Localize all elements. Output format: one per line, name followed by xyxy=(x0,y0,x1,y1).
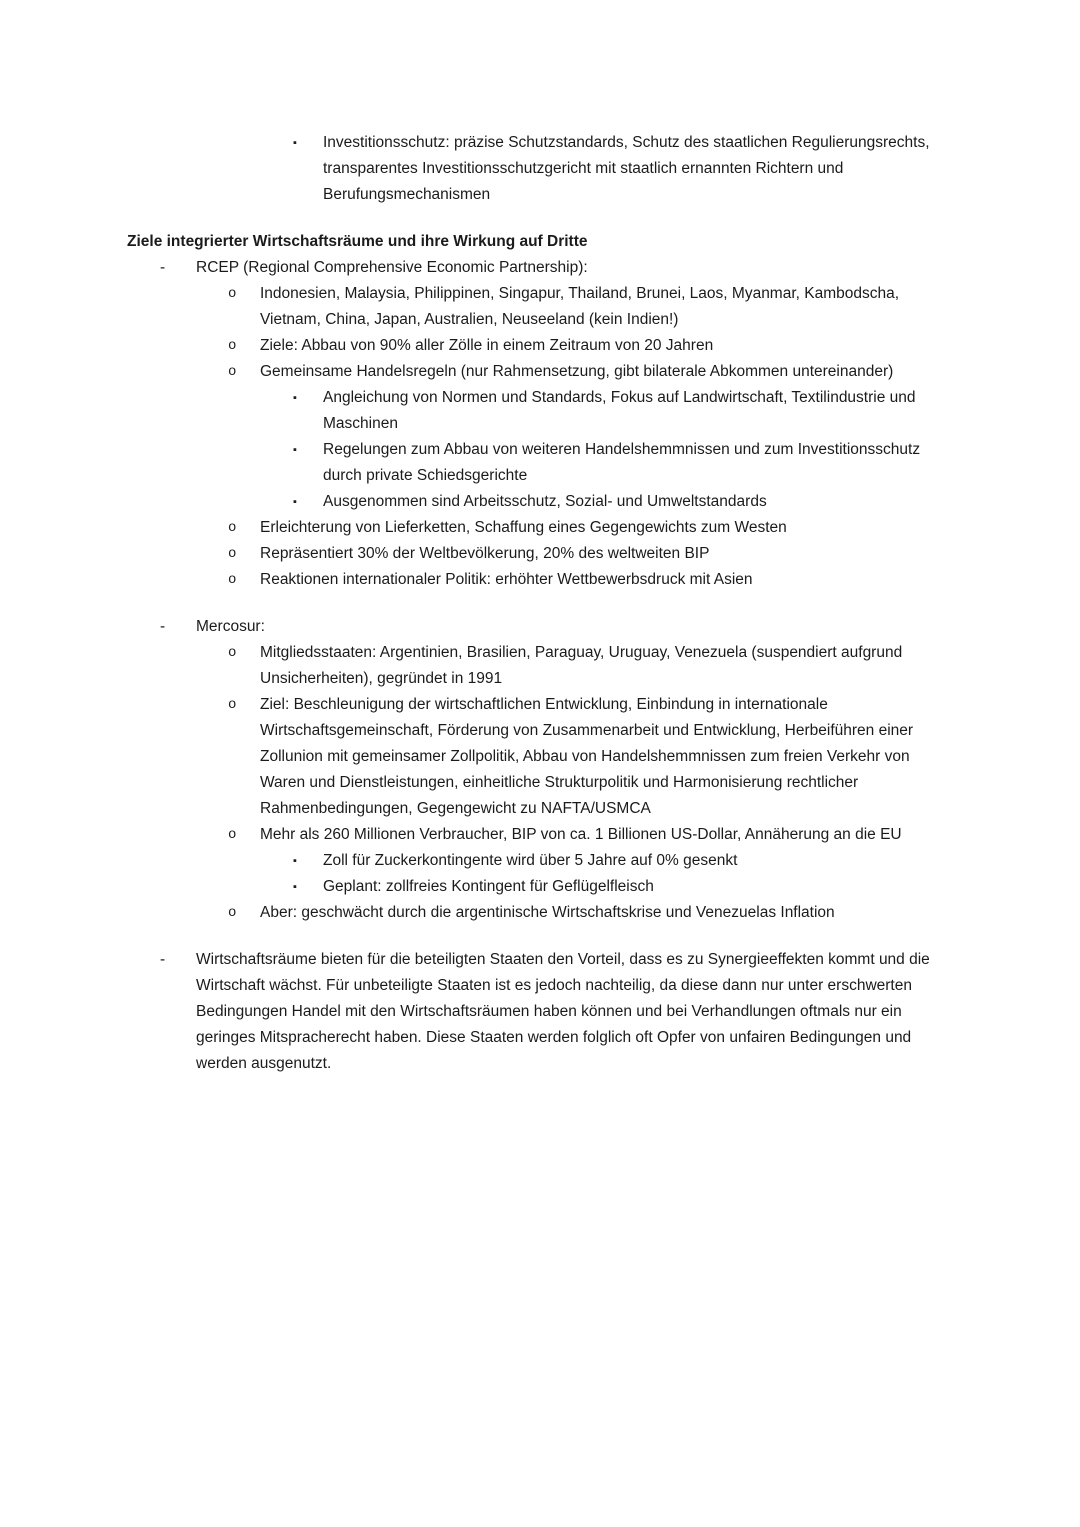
square-bullet-marker: ▪ xyxy=(293,392,297,404)
paragraph-spacer xyxy=(127,926,930,947)
square-bullet-marker: ▪ xyxy=(293,855,297,867)
list-item-square xyxy=(127,437,930,489)
paragraph-spacer xyxy=(127,593,930,614)
list-item-square xyxy=(127,874,930,900)
list-item-square xyxy=(127,489,930,515)
square-bullet-marker: ▪ xyxy=(293,496,297,508)
list-item-text: Angleichung von Normen und Standards, Fokus auf Landwirtschaft, Textilindustrie und Maschinen xyxy=(323,389,916,432)
list-item-square xyxy=(127,385,930,437)
list-item-circle xyxy=(127,567,930,593)
section-heading: Ziele integrierter Wirtschaftsräume und ihre Wirkung auf Dritte xyxy=(127,233,588,250)
circle-bullet-marker: o xyxy=(228,697,237,713)
list-item-text: Ausgenommen sind Arbeitsschutz, Sozial- und Umweltstandards xyxy=(323,493,767,510)
list-item-text: Ziel: Beschleunigung der wirtschaftlichen Entwicklung, Einbindung in internationale Wirtschaftsgemeinschaft, Förderung von Zusammenarbeit und Entwicklung, Herbeiführen einer Zollunion mit gemeinsamer Zollpolitik, Abbau von Handelshemmnissen zum freien Verkehr von Waren und Dienstleistungen, einheitliche Strukturpolitik und Harmonisierung rechtlicher Rahmenbedingungen, Gegengewicht zu NAFTA/USMCA xyxy=(260,696,914,817)
list-item-dash xyxy=(127,255,930,281)
list-item-text: Repräsentiert 30% der Weltbevölkerung, 20% des weltweiten BIP xyxy=(260,545,710,562)
list-item-circle xyxy=(127,333,930,359)
list-item-text: Geplant: zollfreies Kontingent für Geflügelfleisch xyxy=(323,878,654,895)
square-bullet-marker: ▪ xyxy=(293,137,297,149)
circle-bullet-marker: o xyxy=(228,338,237,354)
document-content xyxy=(127,130,930,1077)
circle-bullet-marker: o xyxy=(228,572,237,588)
list-item-square xyxy=(127,848,930,874)
circle-bullet-marker: o xyxy=(228,364,237,380)
list-item-text: Reaktionen internationaler Politik: erhöhter Wettbewerbsdruck mit Asien xyxy=(260,571,753,588)
square-bullet-marker: ▪ xyxy=(293,881,297,893)
list-item-dash xyxy=(127,947,930,1077)
list-item-circle xyxy=(127,359,930,385)
circle-bullet-marker: o xyxy=(228,827,237,843)
list-item-text: Wirtschaftsräume bieten für die beteiligten Staaten den Vorteil, dass es zu Synergieeffekten kommt und die Wirtschaft wächst. Für unbeteiligte Staaten ist es jedoch nachteilig, da diese dann nur unter erschwerten Bedingungen Handel mit den Wirtschaftsräumen haben können und bei Verhandlungen oftmals nur ein geringes Mitspracherecht haben. Diese Staaten werden folglich oft Opfer von unfairen Bedingungen und werden ausgenutzt. xyxy=(196,951,930,1072)
circle-bullet-marker: o xyxy=(228,546,237,562)
list-item-square xyxy=(127,130,930,208)
circle-bullet-marker: o xyxy=(228,645,237,661)
list-item-text: Mitgliedsstaaten: Argentinien, Brasilien, Paraguay, Uruguay, Venezuela (suspendiert aufgrund Unsicherheiten), gegründet in 1991 xyxy=(260,644,903,687)
square-bullet-marker: ▪ xyxy=(293,444,297,456)
dash-bullet-marker: - xyxy=(160,618,166,635)
list-item-dash xyxy=(127,614,930,640)
dash-bullet-marker: - xyxy=(160,259,166,276)
list-item-circle xyxy=(127,515,930,541)
list-item-text: Ziele: Abbau von 90% aller Zölle in einem Zeitraum von 20 Jahren xyxy=(260,337,714,354)
list-item-text: Zoll für Zuckerkontingente wird über 5 Jahre auf 0% gesenkt xyxy=(323,852,738,869)
list-item-circle xyxy=(127,640,930,692)
circle-bullet-marker: o xyxy=(228,286,237,302)
list-item-text: Mercosur: xyxy=(196,618,265,635)
list-item-circle xyxy=(127,822,930,848)
list-item-circle xyxy=(127,541,930,567)
list-item-circle xyxy=(127,281,930,333)
list-item-text: RCEP (Regional Comprehensive Economic Partnership): xyxy=(196,259,588,276)
list-item-text: Mehr als 260 Millionen Verbraucher, BIP von ca. 1 Billionen US-Dollar, Annäherung an die EU xyxy=(260,826,902,843)
dash-bullet-marker: - xyxy=(160,951,166,968)
list-item-text: Aber: geschwächt durch die argentinische Wirtschaftskrise und Venezuelas Inflation xyxy=(260,904,835,921)
paragraph-spacer xyxy=(127,208,930,229)
list-item-text: Investitionsschutz: präzise Schutzstandards, Schutz des staatlichen Regulierungsrechts, transparentes Investitionsschutzgericht mit staatlich ernannten Richtern und Berufungsmechanismen xyxy=(323,134,930,203)
list-item-text: Erleichterung von Lieferketten, Schaffung eines Gegengewichts zum Westen xyxy=(260,519,787,536)
list-item-text: Indonesien, Malaysia, Philippinen, Singapur, Thailand, Brunei, Laos, Myanmar, Kambodscha, Vietnam, China, Japan, Australien, Neuseeland (kein Indien!) xyxy=(260,285,900,328)
list-item-text: Regelungen zum Abbau von weiteren Handelshemmnissen und zum Investitionsschutz durch private Schiedsgerichte xyxy=(323,441,921,484)
list-item-text: Gemeinsame Handelsregeln (nur Rahmensetzung, gibt bilaterale Abkommen untereinander) xyxy=(260,363,894,380)
list-item-circle xyxy=(127,692,930,822)
circle-bullet-marker: o xyxy=(228,905,237,921)
list-item-circle xyxy=(127,900,930,926)
circle-bullet-marker: o xyxy=(228,520,237,536)
